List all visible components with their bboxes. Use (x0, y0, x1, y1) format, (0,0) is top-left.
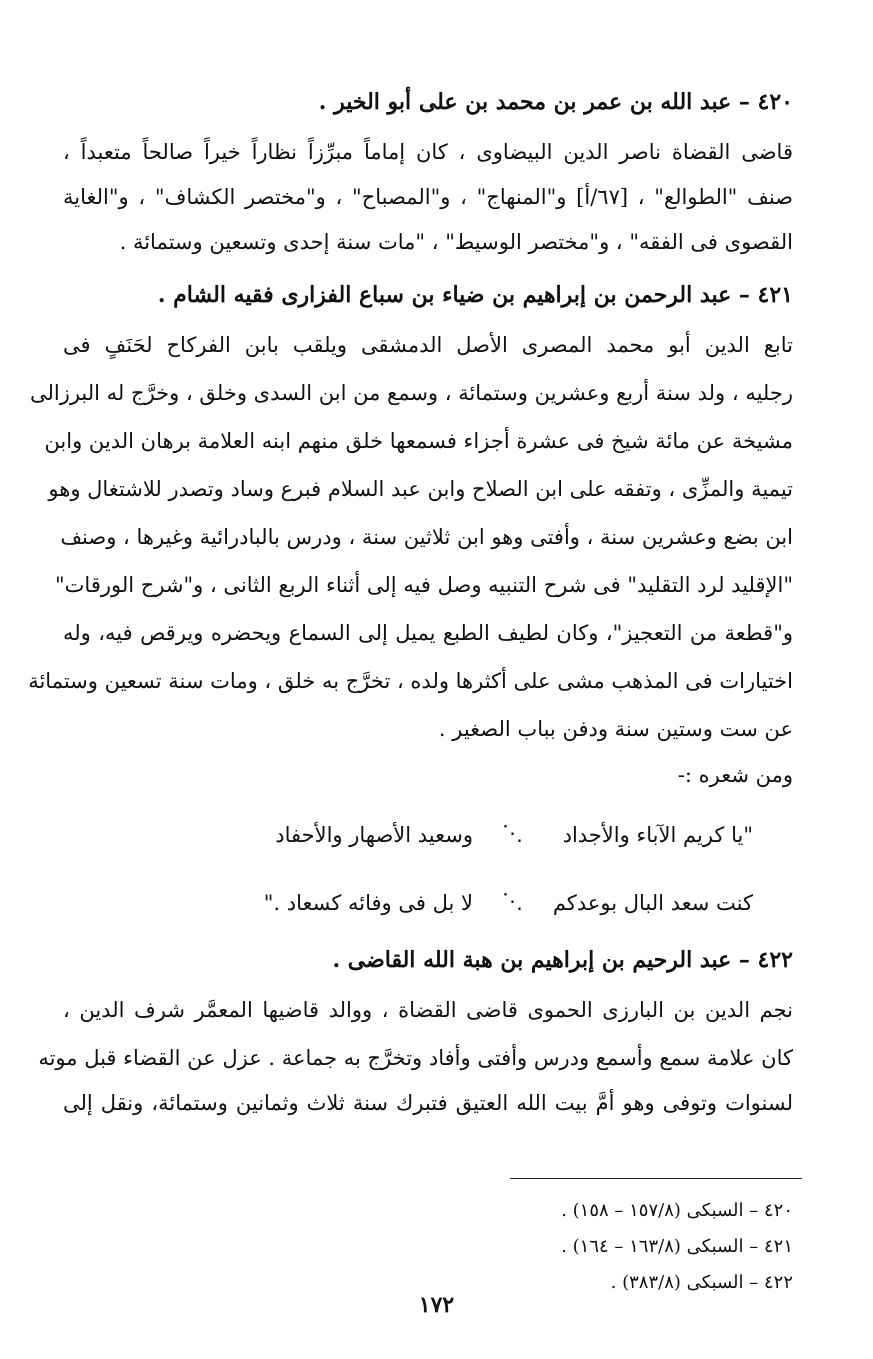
entry-422-line-3: لسنوات وتوفى وهو أمَّ بيت الله العتيق فتبرك سنة ثلاث وثمانين وستمائة، ونقل إلى (63, 1091, 793, 1115)
entry-420-line-3: القصوى فى الفقه" ، و"مختصر الوسيط" ، "مات سنة إحدى وتسعين وستمائة . (119, 230, 793, 254)
entry-422-line-1: نجم الدين بن البارزى الحموى قاضى القضاة ، ووالد قاضيها المعمَّر شرف الدين ، (63, 998, 793, 1022)
entry-420-heading: ٤٢٠ – عبد الله بن عمر بن محمد بن على أبو الخير . (318, 89, 793, 115)
entry-421-line-3: مشيخة عن مائة شيخ فى عشرة أجزاء فسمعها خلق منهم ابنه العلامة برهان الدين وابن (44, 429, 793, 453)
poem-line-2-second: لا بل فى وفائه كسعاد ." (263, 891, 473, 915)
poem-line-1-second: وسعيد الأصهار والأحفاد (275, 823, 473, 847)
poem-intro: ومن شعره :- (677, 763, 793, 787)
poem-line-2-separator: ⋰ (502, 889, 523, 913)
entry-420-line-2: صنف "الطوالع" ، [٦٧/أ] و"المنهاج" ، و"المصباح" ، و"مختصر الكشاف" ، و"الغاية (63, 185, 793, 209)
footnote-421: ٤٢١ – السبكى (١٦٣/٨ – ١٦٤) . (561, 1236, 793, 1257)
entry-421-line-2: رجليه ، ولد سنة أربع وعشرين وستمائة ، وسمع من ابن السدى وخلق ، وخرَّج له البرزالى (29, 381, 793, 405)
entry-421-line-5: ابن بضع وعشرين سنة ، وأفتى وهو ابن ثلاثين سنة ، ودرس بالبادرائية وغيرها ، وصنف (60, 525, 793, 549)
poem-line-1-separator: ⋰ (502, 821, 523, 845)
entry-420-line-1: قاضى القضاة ناصر الدين البيضاوى ، كان إماماً مبرِّزاً نظاراً خيراً صالحاً متعبداً ، (63, 140, 793, 164)
entry-421-line-8: اختيارات فى المذهب مشى على أكثرها ولده ، تخرَّج به خلق ، ومات سنة تسعين وستمائة (28, 669, 793, 693)
footnote-divider (510, 1178, 802, 1179)
footnote-422: ٤٢٢ – السبكى (٣٨٣/٨) . (610, 1272, 793, 1293)
poem-line-1-first: "يا كريم الآباء والأجداد (562, 823, 753, 847)
poem-line-2-first: كنت سعد البال بوعدكم (552, 891, 753, 915)
footnote-420: ٤٢٠ – السبكى (١٥٧/٨ – ١٥٨) . (561, 1200, 793, 1221)
entry-421-line-6: "الإقليد لرد التقليد" فى شرح التنبيه وصل فيه إلى أثناء الربع الثانى ، و"شرح الورقات" (55, 573, 793, 597)
entry-421-line-9: عن ست وستين سنة ودفن بباب الصغير . (438, 717, 793, 741)
entry-421-line-1: تابع الدين أبو محمد المصرى الأصل الدمشقى ويلقب بابن الفركاح لحَنَفٍ فى (63, 333, 793, 357)
entry-422-heading: ٤٢٢ – عبد الرحيم بن إبراهيم بن هبة الله القاضى . (332, 947, 793, 973)
entry-422-line-2: كان علامة سمع وأسمع ودرس وأفتى وأفاد وتخرَّج به جماعة . عزل عن القضاء قبل موته (38, 1046, 793, 1070)
entry-421-heading: ٤٢١ – عبد الرحمن بن إبراهيم بن ضياء بن سباع الفزارى فقيه الشام . (157, 282, 793, 308)
entry-421-line-7: و"قطعة من التعجيز"، وكان لطيف الطبع يميل إلى السماع ويحضره ويرقص فيه، وله (63, 621, 793, 645)
entry-421-line-4: تيمية والمزِّى ، وتفقه على ابن الصلاح وابن عبد السلام فبرع وساد وتصدر للاشتغال وهو (48, 477, 793, 501)
page-number: ١٧٢ (418, 1292, 455, 1318)
